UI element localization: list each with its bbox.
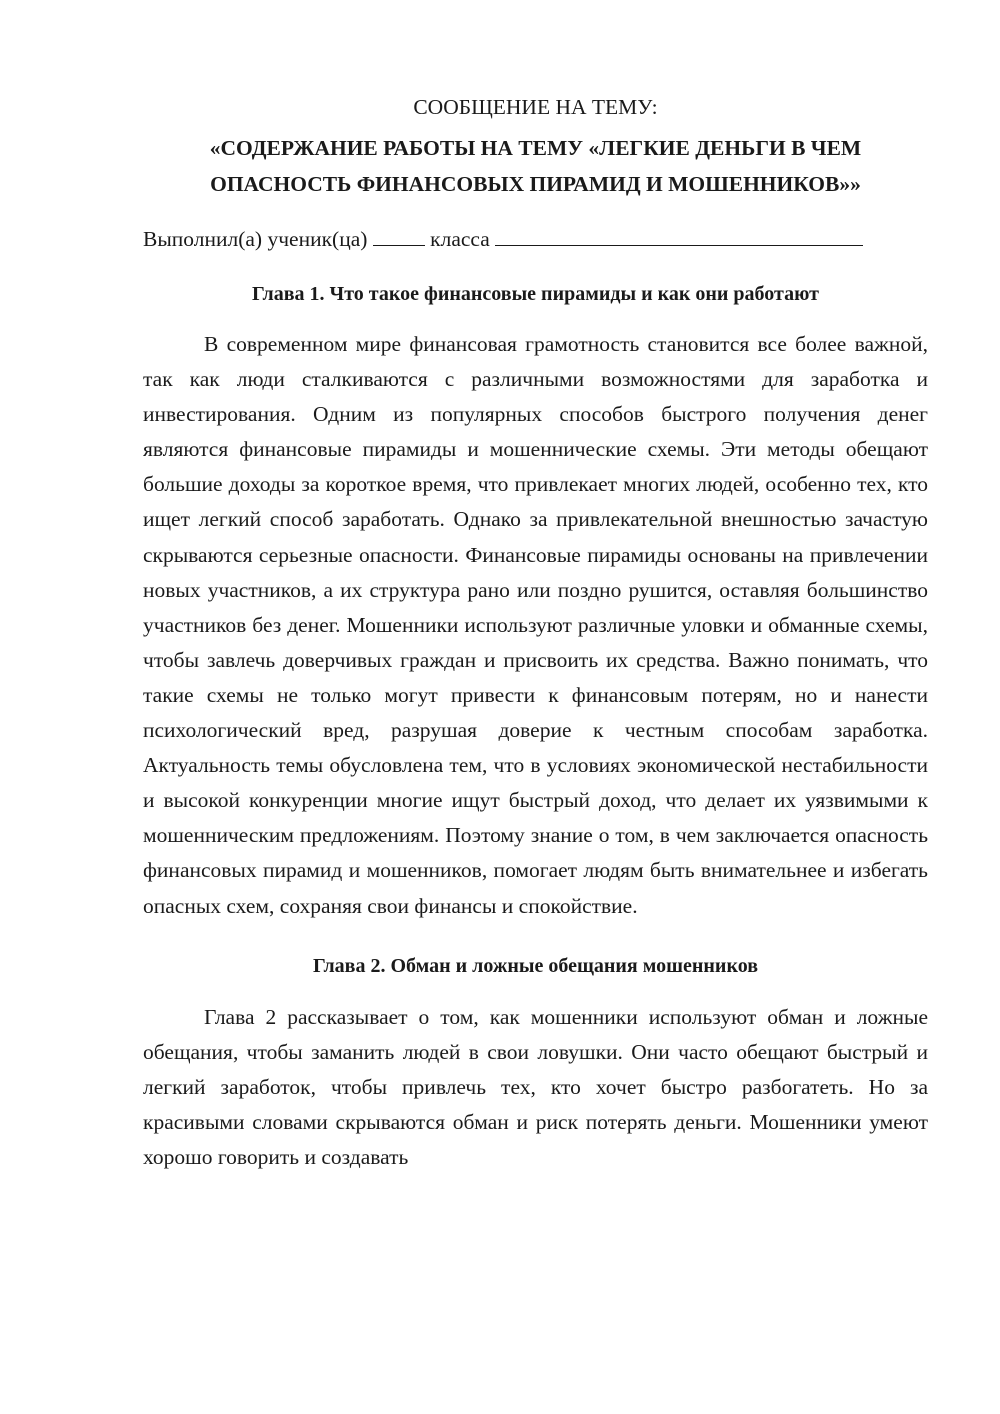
author-label: Выполнил(а) ученик(ца) (143, 227, 368, 251)
chapter-2-heading: Глава 2. Обман и ложные обещания мошенников (312, 954, 759, 977)
author-line (143, 220, 928, 258)
chapter-1-heading: Глава 1. Что такое финансовые пирамиды и как они работают (252, 283, 819, 305)
document-page (143, 88, 928, 1175)
document-subtitle: СООБЩЕНИЕ НА ТЕМУ: (413, 95, 658, 119)
name-blank (495, 229, 863, 246)
class-label: класса (430, 227, 490, 251)
chapter-1-paragraph: В современном мире финансовая грамотность становится все более важной, так как люди сталкиваются с различными возможностями для заработка и инвестирования. Одним из популярных способов быстрого получения денег являются финансовые пирамиды и мошеннические схемы. Эти методы обещают большие доходы за короткое время, что привлекает многих людей, особенно тех, кто ищет легкий способ заработать. Однако за привлекательной внешностью зачастую скрываются серьезные опасности. Финансовые пирамиды основаны на привлечении новых участников, а их структура рано или поздно рушится, оставляя большинство участников без денег. Мошенники используют различные уловки и обманные схемы, чтобы завлечь доверчивых граждан и присвоить их средства. Важно понимать, что такие схемы не только могут привести к финансовым потерям, но и нанести психологический вред, разрушая доверие к честным способам заработка. Актуальность темы обусловлена тем, что в условиях экономической нестабильности и высокой конкуренции многие ищут быстрый доход, что делает их уязвимыми к мошенническим предложениям. Поэтому знание о том, в чем заключается опасность финансовых пирамид и мошенников, помогает людям быть внимательнее и избегать опасных схем, сохраняя свои финансы и спокойствие. (143, 332, 928, 918)
class-blank (373, 229, 425, 246)
document-title: «СОДЕРЖАНИЕ РАБОТЫ НА ТЕМУ «ЛЕГКИЕ ДЕНЬГИ В ЧЕМ ОПАСНОСТЬ ФИНАНСОВЫХ ПИРАМИД И МОШЕННИКОВ»» (209, 136, 862, 196)
chapter-2-paragraph: Глава 2 рассказывает о том, как мошенники используют обман и ложные обещания, чтобы заманить людей в свои ловушки. Они часто обещают быстрый и легкий заработок, чтобы привлечь тех, кто хочет быстро разбогатеть. Но за красивыми словами скрываются обман и риск потерять деньги. Мошенники умеют хорошо говорить и создавать (143, 1004, 928, 1169)
